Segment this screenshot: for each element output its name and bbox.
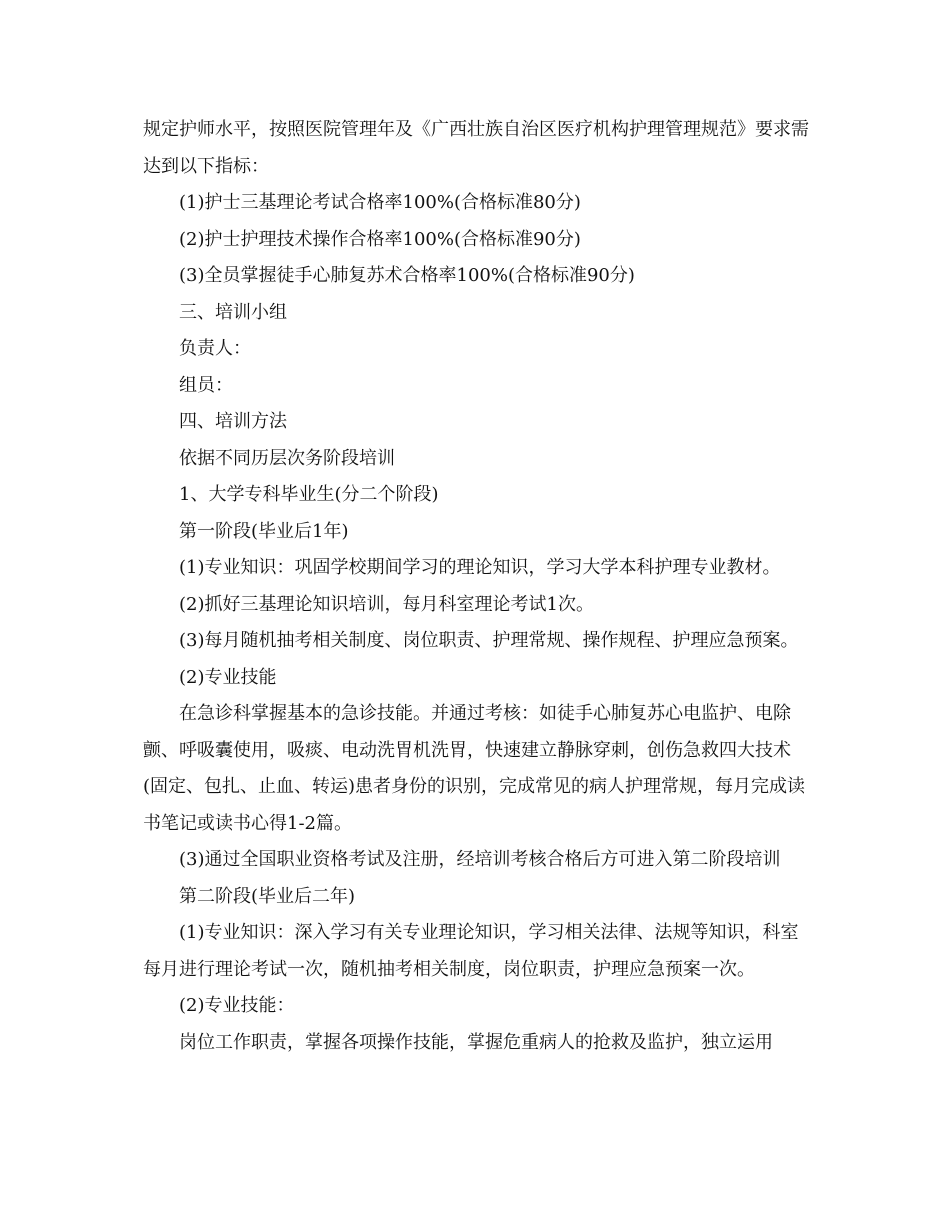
- paragraph-17: (3)通过全国职业资格考试及注册，经培训考核合格后方可进入第二阶段培训: [179, 849, 781, 870]
- section-heading-training-method: 四、培训方法: [179, 411, 287, 432]
- paragraph-20: (2)专业技能：: [179, 995, 295, 1016]
- paragraph-2: (1)护士三基理论考试合格率100%(合格标准80分): [179, 192, 581, 213]
- paragraph-members: 组员：: [179, 374, 233, 396]
- paragraph-stage-one: 第一阶段(毕业后1年): [179, 520, 349, 542]
- paragraph-1: 规定护师水平，按照医院管理年及《广西壮族自治区医疗机构护理管理规范》要求需达到以下指标：: [143, 119, 809, 177]
- paragraph-responsible-person: 负责人：: [179, 338, 251, 359]
- paragraph-10: 1、大学专科毕业生(分二个阶段): [179, 484, 439, 505]
- document-body: [143, 112, 815, 1061]
- paragraph-21: 岗位工作职责，掌握各项操作技能，掌握危重病人的抢救及监护，独立运用: [179, 1031, 773, 1053]
- section-heading-training-group: 三、培训小组: [179, 301, 287, 323]
- paragraph-15: (2)专业技能: [179, 666, 277, 688]
- paragraph-12: (1)专业知识：巩固学校期间学习的理论知识，学习大学本科护理专业教材。: [179, 557, 781, 578]
- paragraph-14: (3)每月随机抽考相关制度、岗位职责、护理常规、操作规程、护理应急预案。: [179, 630, 799, 651]
- paragraph-9: 依据不同历层次务阶段培训: [179, 447, 395, 469]
- paragraph-stage-two: 第二阶段(毕业后二年): [179, 885, 356, 907]
- paragraph-4: (3)全员掌握徒手心肺复苏术合格率100%(合格标准90分): [179, 265, 635, 286]
- paragraph-19: (1)专业知识：深入学习有关专业理论知识，学习相关法律、法规等知识，科室每月进行理论考试一次，随机抽考相关制度，岗位职责，护理应急预案一次。: [143, 922, 799, 980]
- paragraph-3: (2)护士护理技术操作合格率100%(合格标准90分): [179, 228, 581, 250]
- paragraph-13: (2)抓好三基理论知识培训，每月科室理论考试1次。: [179, 593, 594, 615]
- paragraph-16: 在急诊科掌握基本的急诊技能。并通过考核：如徒手心肺复苏心电监护、电除颤、呼吸囊使用，吸痰、电动洗胃机洗胃，快速建立静脉穿刺，创伤急救四大技术(固定、包扎、止血、转运)患者身份的识别，完成常见的病人护理常规，每月完成读书笔记或读书心得1-2篇。: [143, 703, 806, 834]
